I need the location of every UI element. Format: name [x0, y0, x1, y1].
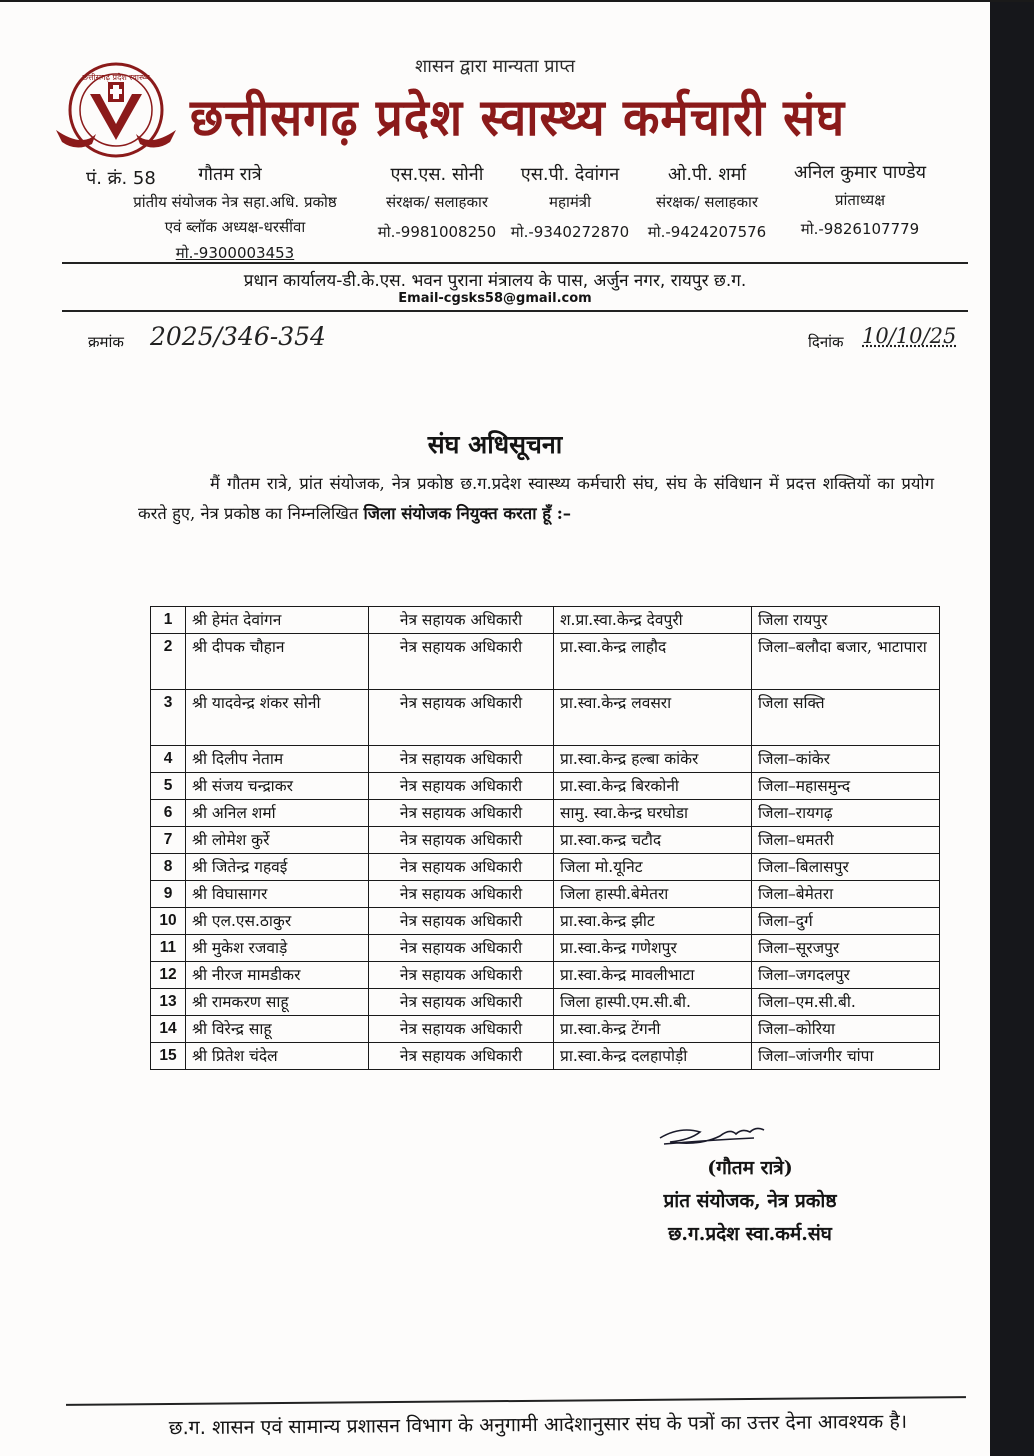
appointee-designation: नेत्र सहायक अधिकारी: [369, 935, 554, 962]
notice-body: [138, 469, 934, 529]
table-row: [151, 935, 940, 962]
header-divider: [62, 262, 968, 264]
appointee-district: जिला–बलौदा बजार, भाटापारा: [752, 634, 940, 690]
appointee-name: श्री यादवेन्द्र शंकर सोनी: [186, 690, 369, 746]
appointee-designation: नेत्र सहायक अधिकारी: [369, 746, 554, 773]
document-page: [0, 2, 990, 1456]
serial-number: 15: [151, 1043, 186, 1070]
header-divider: [62, 310, 968, 312]
appointee-district: जिला–दुर्ग: [752, 908, 940, 935]
serial-number: 13: [151, 989, 186, 1016]
official-role: महामंत्री: [549, 193, 591, 211]
appointee-designation: नेत्र सहायक अधिकारी: [369, 690, 554, 746]
official-name: गौतम रात्रे: [198, 164, 262, 185]
appointee-designation: नेत्र सहायक अधिकारी: [369, 1043, 554, 1070]
appointees-table: [150, 606, 940, 1070]
date-label: दिनांक: [808, 333, 844, 351]
official-role: संरक्षक/ सलाहकार: [655, 193, 759, 211]
appointee-centre: जिला हास्पी.एम.सी.बी.: [554, 989, 752, 1016]
appointee-centre: सामु. स्वा.केन्द्र घरघोडा: [554, 800, 752, 827]
email-address: Email-cgsks58@gmail.com: [398, 291, 592, 306]
appointee-name: श्री संजय चन्द्राकर: [186, 773, 369, 800]
appointee-name: श्री हेमंत देवांगन: [186, 607, 369, 634]
appointee-district: जिला–कांकेर: [752, 746, 940, 773]
logo-ring-text: छत्तीसगढ़ प्रदेश स्वास्थ्य: [82, 73, 150, 82]
serial-number: 4: [151, 746, 186, 773]
appointee-centre: प्रा.स्वा.केन्द्र टेंगनी: [554, 1016, 752, 1043]
recognition-text: शासन द्वारा मान्यता प्राप्त: [414, 56, 576, 77]
appointee-designation: नेत्र सहायक अधिकारी: [369, 962, 554, 989]
appointee-name: श्री मुकेश रजवाड़े: [186, 935, 369, 962]
official-phone: मो.-9981008250: [377, 223, 497, 241]
official-phone: मो.-9826107779: [800, 220, 920, 238]
appointee-centre: प्रा.स्वा.केन्द्र दलहापोड़ी: [554, 1043, 752, 1070]
notice-body-emphasis: जिला संयोजक: [363, 504, 452, 523]
handwritten-signature: [650, 1120, 770, 1150]
appointee-name: श्री एल.एस.ठाकुर: [186, 908, 369, 935]
notice-heading: संघ अधिसूचना: [427, 430, 563, 459]
serial-number: 12: [151, 962, 186, 989]
appointee-designation: नेत्र सहायक अधिकारी: [369, 827, 554, 854]
table-row: [151, 962, 940, 989]
table-row: [151, 634, 940, 690]
signatory-organization: छ.ग.प्रदेश स्वा.कर्म.संघ: [668, 1223, 832, 1245]
appointee-designation: नेत्र सहायक अधिकारी: [369, 854, 554, 881]
organization-name: छत्तीसगढ़ प्रदेश स्वास्थ्य कर्मचारी संघ: [190, 89, 846, 148]
notice-body-text: मैं गौतम रात्रे, प्रांत संयोजक, नेत्र प्रकोष्ठ छ.ग.प्रदेश स्वास्थ्य कर्मचारी संघ, संघ के संविधान में प्रदत्त शक्तियों का प्रयोग करते हुए, नेत्र प्रकोष्ठ का निम्नलिखित: [138, 474, 934, 523]
serial-number: 9: [151, 881, 186, 908]
appointee-designation: नेत्र सहायक अधिकारी: [369, 989, 554, 1016]
official-name: ओ.पी. शर्मा: [667, 164, 747, 185]
appointee-centre: प्रा.स्वा.केन्द्र झीट: [554, 908, 752, 935]
serial-number: 1: [151, 607, 186, 634]
official-phone: मो.-9300003453: [175, 244, 295, 262]
appointee-name: श्री रामकरण साहू: [186, 989, 369, 1016]
appointee-designation: नेत्र सहायक अधिकारी: [369, 607, 554, 634]
serial-number: 11: [151, 935, 186, 962]
appointee-district: जिला–महासमुन्द: [752, 773, 940, 800]
appointee-district: जिला–एम.सी.बी.: [752, 989, 940, 1016]
table-row: [151, 773, 940, 800]
official-role: प्रांतीय संयोजक नेत्र सहा.अधि. प्रकोष्ठ: [133, 193, 337, 211]
serial-number: 8: [151, 854, 186, 881]
office-address: प्रधान कार्यालय-डी.के.एस. भवन पुराना मंत्रालय के पास, अर्जुन नगर, रायपुर छ.ग.: [243, 271, 747, 291]
appointee-designation: नेत्र सहायक अधिकारी: [369, 908, 554, 935]
table-row: [151, 827, 940, 854]
table-row: [151, 607, 940, 634]
signatory-name: (गौतम रात्रे): [707, 1157, 793, 1179]
official-name: एस.एस. सोनी: [390, 164, 484, 185]
appointee-name: श्री विरेन्द्र साहू: [186, 1016, 369, 1043]
appointee-name: श्री दीपक चौहान: [186, 634, 369, 690]
table-row: [151, 800, 940, 827]
appointee-designation: नेत्र सहायक अधिकारी: [369, 1016, 554, 1043]
appointee-centre: प्रा.स्वा.केन्द्र लवसरा: [554, 690, 752, 746]
appointee-centre: श.प्रा.स्वा.केन्द्र देवपुरी: [554, 607, 752, 634]
official-role: संरक्षक/ सलाहकार: [385, 193, 489, 211]
appointee-designation: नेत्र सहायक अधिकारी: [369, 773, 554, 800]
table-row: [151, 1043, 940, 1070]
official-role: प्रांताध्यक्ष: [835, 191, 885, 209]
appointee-district: जिला–कोरिया: [752, 1016, 940, 1043]
official-role-secondary: एवं ब्लॉक अध्यक्ष-धरसींवा: [164, 218, 306, 236]
appointee-centre: जिला मो.यूनिट: [554, 854, 752, 881]
table-row: [151, 690, 940, 746]
appointee-district: जिला–जगदलपुर: [752, 962, 940, 989]
table-row: [151, 1016, 940, 1043]
footer-divider: [66, 1396, 966, 1406]
appointee-designation: नेत्र सहायक अधिकारी: [369, 634, 554, 690]
appointee-district: जिला सक्ति: [752, 690, 940, 746]
appointee-name: श्री अनिल शर्मा: [186, 800, 369, 827]
official-phone: मो.-9424207576: [647, 223, 767, 241]
appointee-district: जिला–जांजगीर चांपा: [752, 1043, 940, 1070]
appointee-centre: प्रा.स्वा.कन्द्र चटौद: [554, 827, 752, 854]
notice-body-closing: नियुक्त करता हूँ :–: [456, 504, 572, 523]
appointee-district: जिला–बेमेतरा: [752, 881, 940, 908]
appointee-centre: प्रा.स्वा.केन्द्र बिरकोनी: [554, 773, 752, 800]
appointee-district: जिला–सूरजपुर: [752, 935, 940, 962]
appointee-centre: प्रा.स्वा.केन्द्र मावलीभाटा: [554, 962, 752, 989]
table-row: [151, 881, 940, 908]
serial-number: 7: [151, 827, 186, 854]
appointee-name: श्री प्रितेश चंदेल: [186, 1043, 369, 1070]
serial-number: 5: [151, 773, 186, 800]
appointee-designation: नेत्र सहायक अधिकारी: [369, 800, 554, 827]
appointee-centre: प्रा.स्वा.केन्द्र लाहौद: [554, 634, 752, 690]
date-value: 10/10/25: [862, 324, 957, 348]
appointee-name: श्री दिलीप नेताम: [186, 746, 369, 773]
appointee-district: जिला–बिलासपुर: [752, 854, 940, 881]
table-row: [151, 746, 940, 773]
table-row: [151, 989, 940, 1016]
appointee-name: श्री जितेन्द्र गहवई: [186, 854, 369, 881]
official-name: एस.पी. देवांगन: [520, 164, 620, 185]
serial-number: 14: [151, 1016, 186, 1043]
footer-note: छ.ग. शासन एवं सामान्य प्रशासन विभाग के अनुगामी आदेशानुसार संघ के पत्रों का उत्तर देना आवश्यक है।: [168, 1409, 908, 1440]
appointee-district: जिला रायपुर: [752, 607, 940, 634]
official-name: अनिल कुमार पाण्डेय: [793, 162, 927, 183]
official-phone: मो.-9340272870: [510, 223, 630, 241]
serial-number: 2: [151, 634, 186, 690]
appointee-name: श्री लोमेश कुर्रे: [186, 827, 369, 854]
appointee-designation: नेत्र सहायक अधिकारी: [369, 881, 554, 908]
table-row: [151, 854, 940, 881]
appointee-name: श्री विघासागर: [186, 881, 369, 908]
serial-number: 10: [151, 908, 186, 935]
appointee-district: जिला–रायगढ़: [752, 800, 940, 827]
appointee-district: जिला–धमतरी: [752, 827, 940, 854]
reference-number: 2025/346-354: [150, 322, 326, 351]
appointee-name: श्री नीरज मामडीकर: [186, 962, 369, 989]
serial-number: 6: [151, 800, 186, 827]
appointee-centre: प्रा.स्वा.केन्द्र गणेशपुर: [554, 935, 752, 962]
appointee-centre: प्रा.स्वा.केन्द्र हल्बा कांकेर: [554, 746, 752, 773]
appointee-centre: जिला हास्पी.बेमेतरा: [554, 881, 752, 908]
signatory-role: प्रांत संयोजक, नेत्र प्रकोष्ठ: [663, 1190, 837, 1212]
registration-number: पं. क्रं. 58: [86, 168, 156, 189]
table-row: [151, 908, 940, 935]
serial-number: 3: [151, 690, 186, 746]
reference-label: क्रमांक: [88, 333, 124, 351]
